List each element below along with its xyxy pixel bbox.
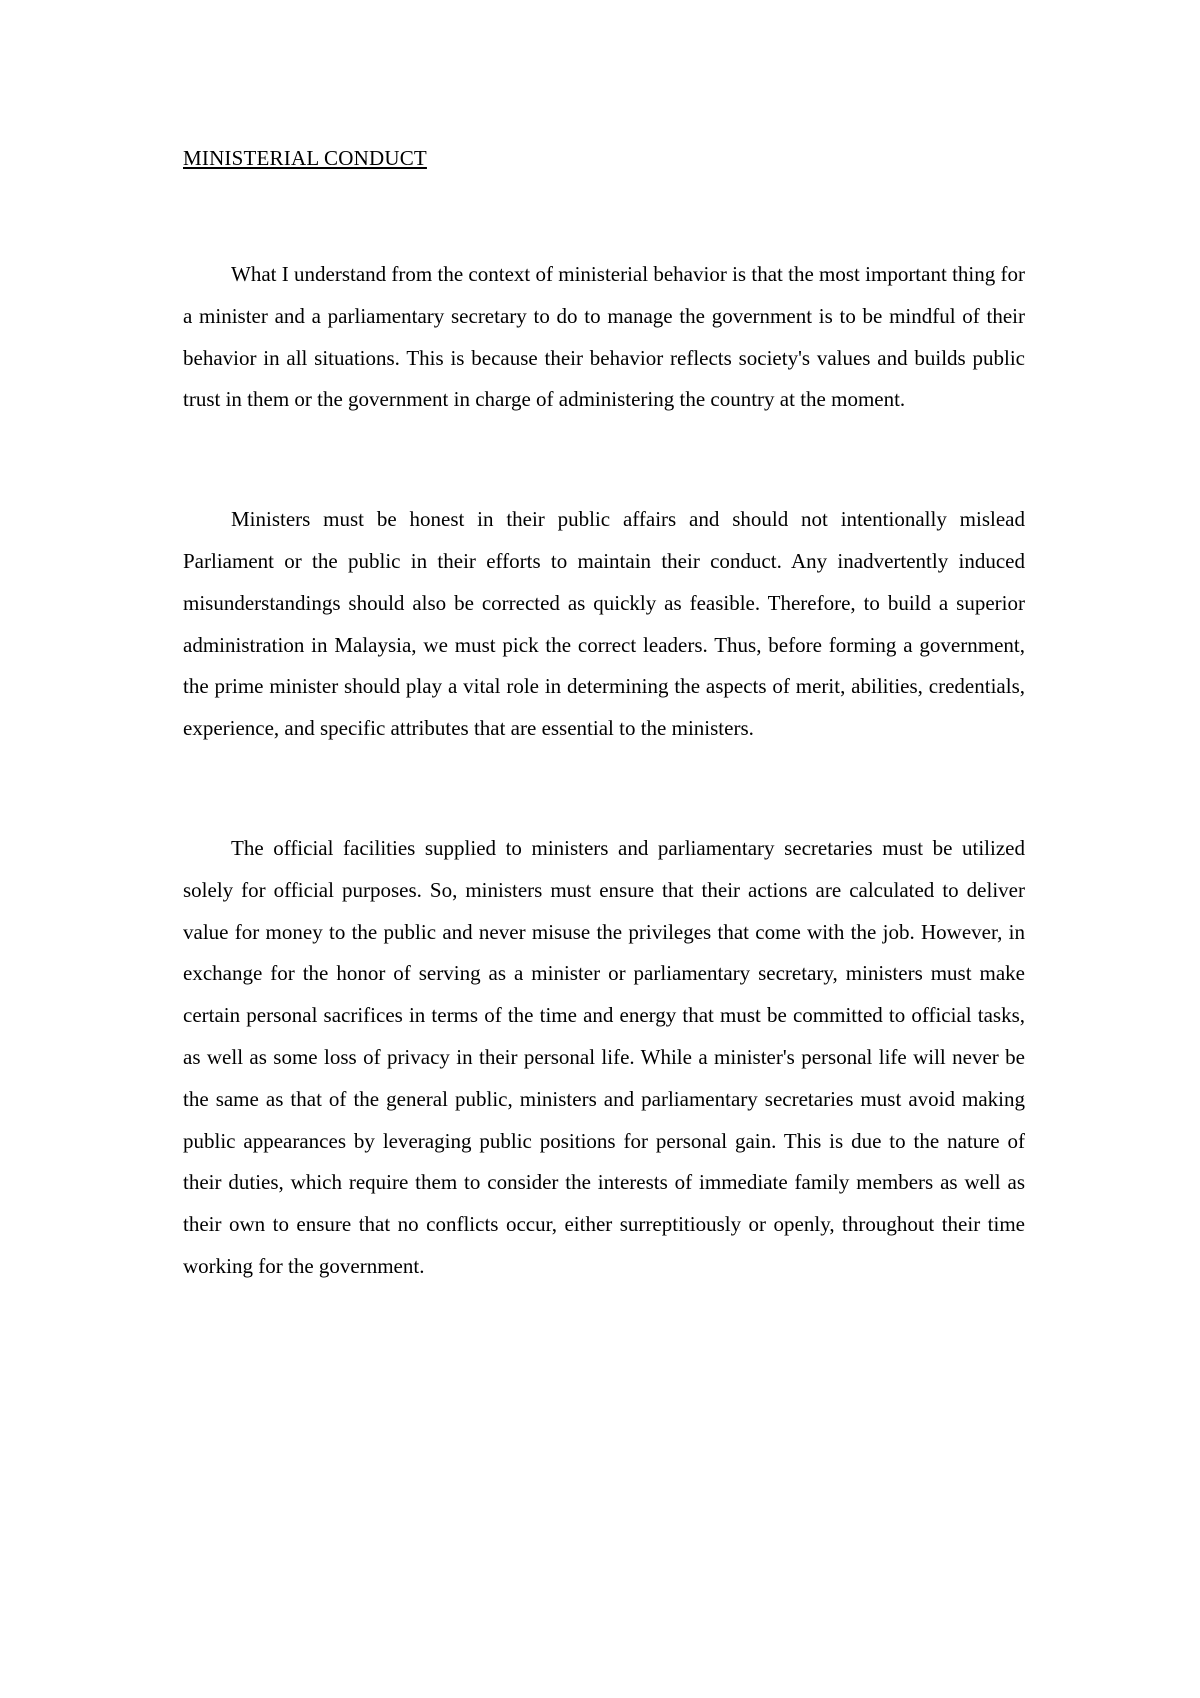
paragraph-2: Ministers must be honest in their public affairs and should not intentionally mislead Parliament or the public in their efforts to maintain their conduct. Any inadvertently induced misunderstandings should also be corrected as quickly as feasible. Therefore, to build a superior administration in Malaysia, we must pick the correct leaders. Thus, before forming a government, the prime minister should play a vital role in determining the aspects of merit, abilities, credentials, experience, and specific attributes that are essential to the ministers.: [183, 507, 1025, 741]
document-body: [183, 144, 1025, 1288]
paragraph-1: What I understand from the context of ministerial behavior is that the most important thing for a minister and a parliamentary secretary to do to manage the government is to be mindful of their behavior in all situations. This is because their behavior reflects society's values and builds public trust in them or the government in charge of administering the country at the moment.: [183, 262, 1025, 412]
document-title: MINISTERIAL CONDUCT: [183, 146, 427, 170]
paragraph-3: The official facilities supplied to ministers and parliamentary secretaries must be utilized solely for official purposes. So, ministers must ensure that their actions are calculated to deliver value for money to the public and never misuse the privileges that come with the job. However, in exchange for the honor of serving as a minister or parliamentary secretary, ministers must make certain personal sacrifices in terms of the time and energy that must be committed to official tasks, as well as some loss of privacy in their personal life. While a minister's personal life will never be the same as that of the general public, ministers and parliamentary secretaries must avoid making public appearances by leveraging public positions for personal gain. This is due to the nature of their duties, which require them to consider the interests of immediate family members as well as their own to ensure that no conflicts occur, either surreptitiously or openly, throughout their time working for the government.: [183, 835, 1025, 1278]
